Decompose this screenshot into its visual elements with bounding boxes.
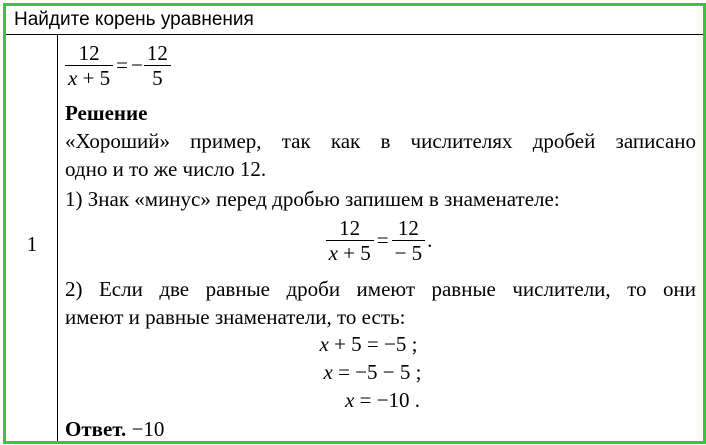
lhs-fraction: [65, 41, 113, 90]
variable-x: x: [344, 388, 355, 412]
intro-line-2: одно и то же число 12.: [65, 157, 267, 181]
task-title: Найдите корень уравнения: [6, 6, 703, 35]
equation-b: [57, 360, 688, 385]
equation-c-rest: = −10 .: [354, 388, 420, 412]
row-number: 1: [26, 232, 38, 256]
step1-lhs-fraction: [326, 216, 374, 265]
step1-lhs-den-rest: + 5: [337, 241, 371, 265]
equation-a: [53, 332, 684, 357]
period: .: [427, 228, 433, 252]
row-number-cell: [6, 35, 58, 441]
equals-sign: =: [116, 53, 129, 77]
solution-cell: [65, 35, 696, 441]
minus-sign: −: [131, 53, 143, 77]
answer-value: −10: [126, 417, 165, 441]
answer-label: Ответ.: [65, 417, 127, 441]
lhs-den-rest: + 5: [77, 66, 111, 90]
step1-lhs-numerator: 12: [339, 216, 361, 240]
variable-x: x: [323, 360, 333, 384]
rhs-fraction: [144, 41, 171, 90]
step-2-line-1: 2) Если две равные дроби имеют равные числители, то они: [65, 277, 696, 301]
step1-rhs-fraction: [392, 216, 426, 265]
equation-a-rest: + 5 = −5 ;: [328, 332, 418, 356]
intro-line-1: «Хороший» пример, так как в числителях дробей записано: [65, 129, 696, 153]
step1-rhs-denominator: − 5: [392, 240, 426, 265]
step1-lhs-denominator: [326, 240, 374, 265]
equation-b-rest: = −5 − 5 ;: [332, 360, 422, 384]
variable-x: x: [68, 66, 78, 90]
task-frame: [3, 3, 706, 444]
step-1-equation: [65, 216, 696, 265]
equation-c: [67, 388, 698, 413]
step-2-line-2: имеют и равные знаменатели, то есть:: [65, 305, 406, 329]
variable-x: x: [328, 241, 338, 265]
solution-heading: Решение: [65, 101, 148, 125]
rhs-numerator: 12: [146, 41, 168, 65]
step1-rhs-numerator: 12: [397, 216, 419, 240]
variable-x: x: [319, 332, 329, 356]
step-1-text: 1) Знак «минус» перед дробью запишем в знаменателе:: [65, 187, 560, 211]
lhs-denominator: [65, 65, 113, 90]
answer: [65, 417, 696, 442]
equals-sign: =: [376, 228, 389, 252]
lhs-numerator: 12: [78, 41, 100, 65]
main-equation: [65, 41, 696, 97]
rhs-denominator: 5: [144, 65, 171, 90]
